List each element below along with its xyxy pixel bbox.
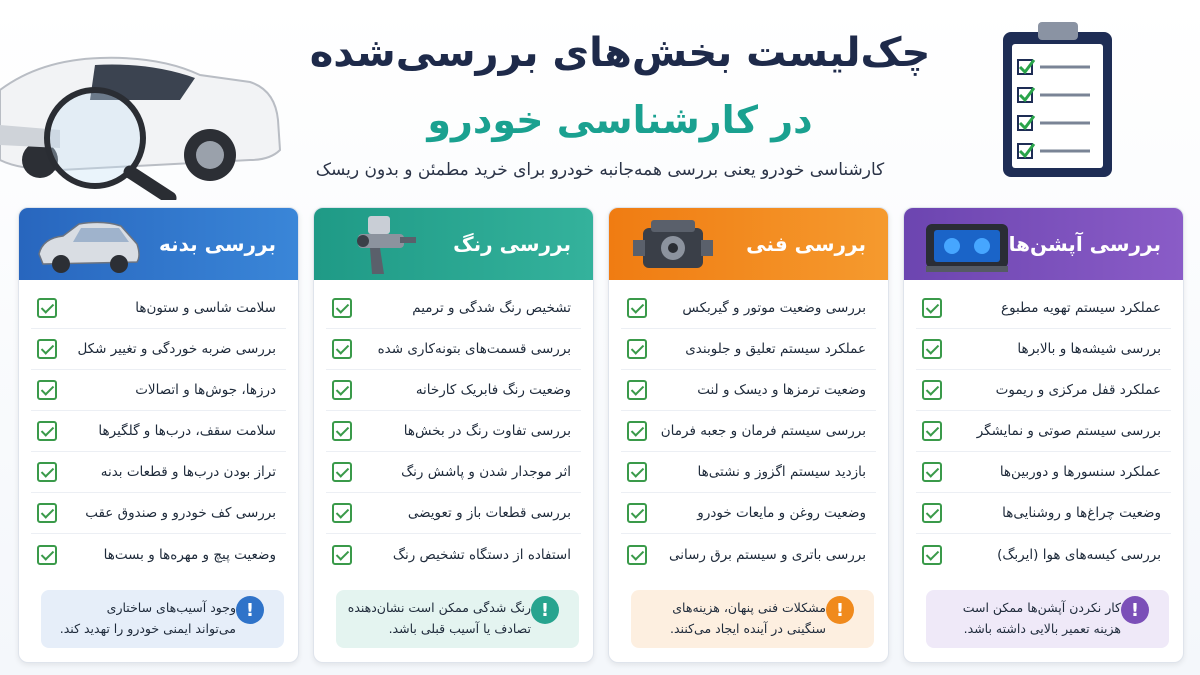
card-paint	[313, 207, 594, 663]
checklist-item: وضعیت پیچ و مهره‌ها و بست‌ها	[31, 534, 286, 575]
checklist-cards	[16, 207, 1184, 665]
checkbox-checked-icon	[332, 503, 352, 523]
checkbox-checked-icon	[627, 462, 647, 482]
page-title-highlight: در کارشناسی خودرو	[427, 98, 813, 142]
checkbox-checked-icon	[332, 421, 352, 441]
exclamation-icon: !	[531, 596, 559, 624]
checkbox-checked-icon	[332, 339, 352, 359]
checklist-item: درزها، جوش‌ها و اتصالات	[31, 370, 286, 411]
warning-note: ! کار نکردن آپشن‌ها ممکن است هزینه تعمیر بالایی داشته باشد.	[926, 590, 1169, 648]
checkbox-checked-icon	[37, 503, 57, 523]
page-title: چک‌لیست بخش‌های بررسی‌شده	[309, 30, 931, 76]
checklist-item: تشخیص رنگ شدگی و ترمیم	[326, 288, 581, 329]
checklist-item: بررسی کف خودرو و صندوق عقب	[31, 493, 286, 534]
checkbox-checked-icon	[922, 421, 942, 441]
checklist-item: وضعیت روغن و مایعات خودرو	[621, 493, 876, 534]
car-infotainment-icon	[918, 214, 1028, 276]
checklist-item: وضعیت رنگ فابریک کارخانه	[326, 370, 581, 411]
checklist-item: بررسی تفاوت رنگ در بخش‌ها	[326, 411, 581, 452]
warning-note: ! وجود آسیب‌های ساختاری می‌تواند ایمنی خودرو را تهدید کند.	[41, 590, 284, 648]
card-header	[609, 208, 888, 280]
exclamation-icon: !	[236, 596, 264, 624]
checklist-item: بررسی وضعیت موتور و گیربکس	[621, 288, 876, 329]
card-title: بررسی آپشن‌ها	[1008, 232, 1161, 256]
checkbox-checked-icon	[922, 545, 942, 565]
card-options	[903, 207, 1184, 663]
card-title: بررسی بدنه	[158, 232, 276, 256]
checkbox-checked-icon	[922, 503, 942, 523]
checkbox-checked-icon	[37, 421, 57, 441]
checkbox-checked-icon	[627, 545, 647, 565]
warning-note: ! مشکلات فنی پنهان، هزینه‌های سنگینی در آینده ایجاد می‌کنند.	[631, 590, 874, 648]
checklist-item: عملکرد سنسورها و دوربین‌ها	[916, 452, 1171, 493]
card-header	[19, 208, 298, 280]
card-header	[904, 208, 1183, 280]
checklist-item: عملکرد سیستم تعلیق و جلوبندی	[621, 329, 876, 370]
checklist-item: بررسی سیستم صوتی و نمایشگر	[916, 411, 1171, 452]
card-header	[314, 208, 593, 280]
checkbox-checked-icon	[922, 462, 942, 482]
exclamation-icon: !	[1121, 596, 1149, 624]
checkbox-checked-icon	[332, 380, 352, 400]
checkbox-checked-icon	[922, 380, 942, 400]
checkbox-checked-icon	[37, 380, 57, 400]
checklist-item: وضعیت ترمزها و دیسک و لنت	[621, 370, 876, 411]
checklist-item: استفاده از دستگاه تشخیص رنگ	[326, 534, 581, 575]
checklist-item: بررسی قسمت‌های بتونه‌کاری شده	[326, 329, 581, 370]
paint-spray-gun-icon	[328, 214, 438, 276]
checklist-item: عملکرد قفل مرکزی و ریموت	[916, 370, 1171, 411]
clipboard-checklist-icon	[1000, 20, 1115, 180]
checkbox-checked-icon	[627, 503, 647, 523]
checkbox-checked-icon	[37, 545, 57, 565]
car-body-icon	[33, 214, 143, 276]
card-body	[18, 207, 299, 663]
card-title: بررسی رنگ	[453, 232, 571, 256]
checkbox-checked-icon	[332, 462, 352, 482]
checklist-item: سلامت سقف، درب‌ها و گلگیرها	[31, 411, 286, 452]
checkbox-checked-icon	[627, 421, 647, 441]
checklist	[19, 280, 298, 575]
checkbox-checked-icon	[332, 298, 352, 318]
checklist-item: بررسی سیستم فرمان و جعبه فرمان	[621, 411, 876, 452]
checklist-item: بازدید سیستم اگزوز و نشتی‌ها	[621, 452, 876, 493]
card-technical	[608, 207, 889, 663]
checklist-item: بررسی قطعات باز و تعویضی	[326, 493, 581, 534]
checkbox-checked-icon	[37, 339, 57, 359]
checklist-item: سلامت شاسی و ستون‌ها	[31, 288, 286, 329]
checklist-item: وضعیت چراغ‌ها و روشنایی‌ها	[916, 493, 1171, 534]
checklist-item: بررسی شیشه‌ها و بالابرها	[916, 329, 1171, 370]
checkbox-checked-icon	[627, 380, 647, 400]
checklist-item: بررسی کیسه‌های هوا (ایربگ)	[916, 534, 1171, 575]
checkbox-checked-icon	[37, 462, 57, 482]
checkbox-checked-icon	[332, 545, 352, 565]
card-title: بررسی فنی	[746, 232, 866, 256]
checklist	[314, 280, 593, 575]
checkbox-checked-icon	[922, 298, 942, 318]
warning-note: ! رنگ شدگی ممکن است نشان‌دهنده تصادف یا آسیب قبلی باشد.	[336, 590, 579, 648]
checklist	[904, 280, 1183, 575]
checklist-item: بررسی باتری و سیستم برق رسانی	[621, 534, 876, 575]
exclamation-icon: !	[826, 596, 854, 624]
checklist-item: تراز بودن درب‌ها و قطعات بدنه	[31, 452, 286, 493]
checkbox-checked-icon	[922, 339, 942, 359]
checklist-item: بررسی ضربه خوردگی و تغییر شکل	[31, 329, 286, 370]
checklist-item: اثر موجدار شدن و پاشش رنگ	[326, 452, 581, 493]
page-subtitle: کارشناسی خودرو یعنی بررسی همه‌جانبه خودرو برای خرید مطمئن و بدون ریسک	[315, 160, 885, 180]
checkbox-checked-icon	[627, 339, 647, 359]
engine-icon	[623, 214, 733, 276]
checklist	[609, 280, 888, 575]
checklist-item: عملکرد سیستم تهویه مطبوع	[916, 288, 1171, 329]
checkbox-checked-icon	[627, 298, 647, 318]
checkbox-checked-icon	[37, 298, 57, 318]
